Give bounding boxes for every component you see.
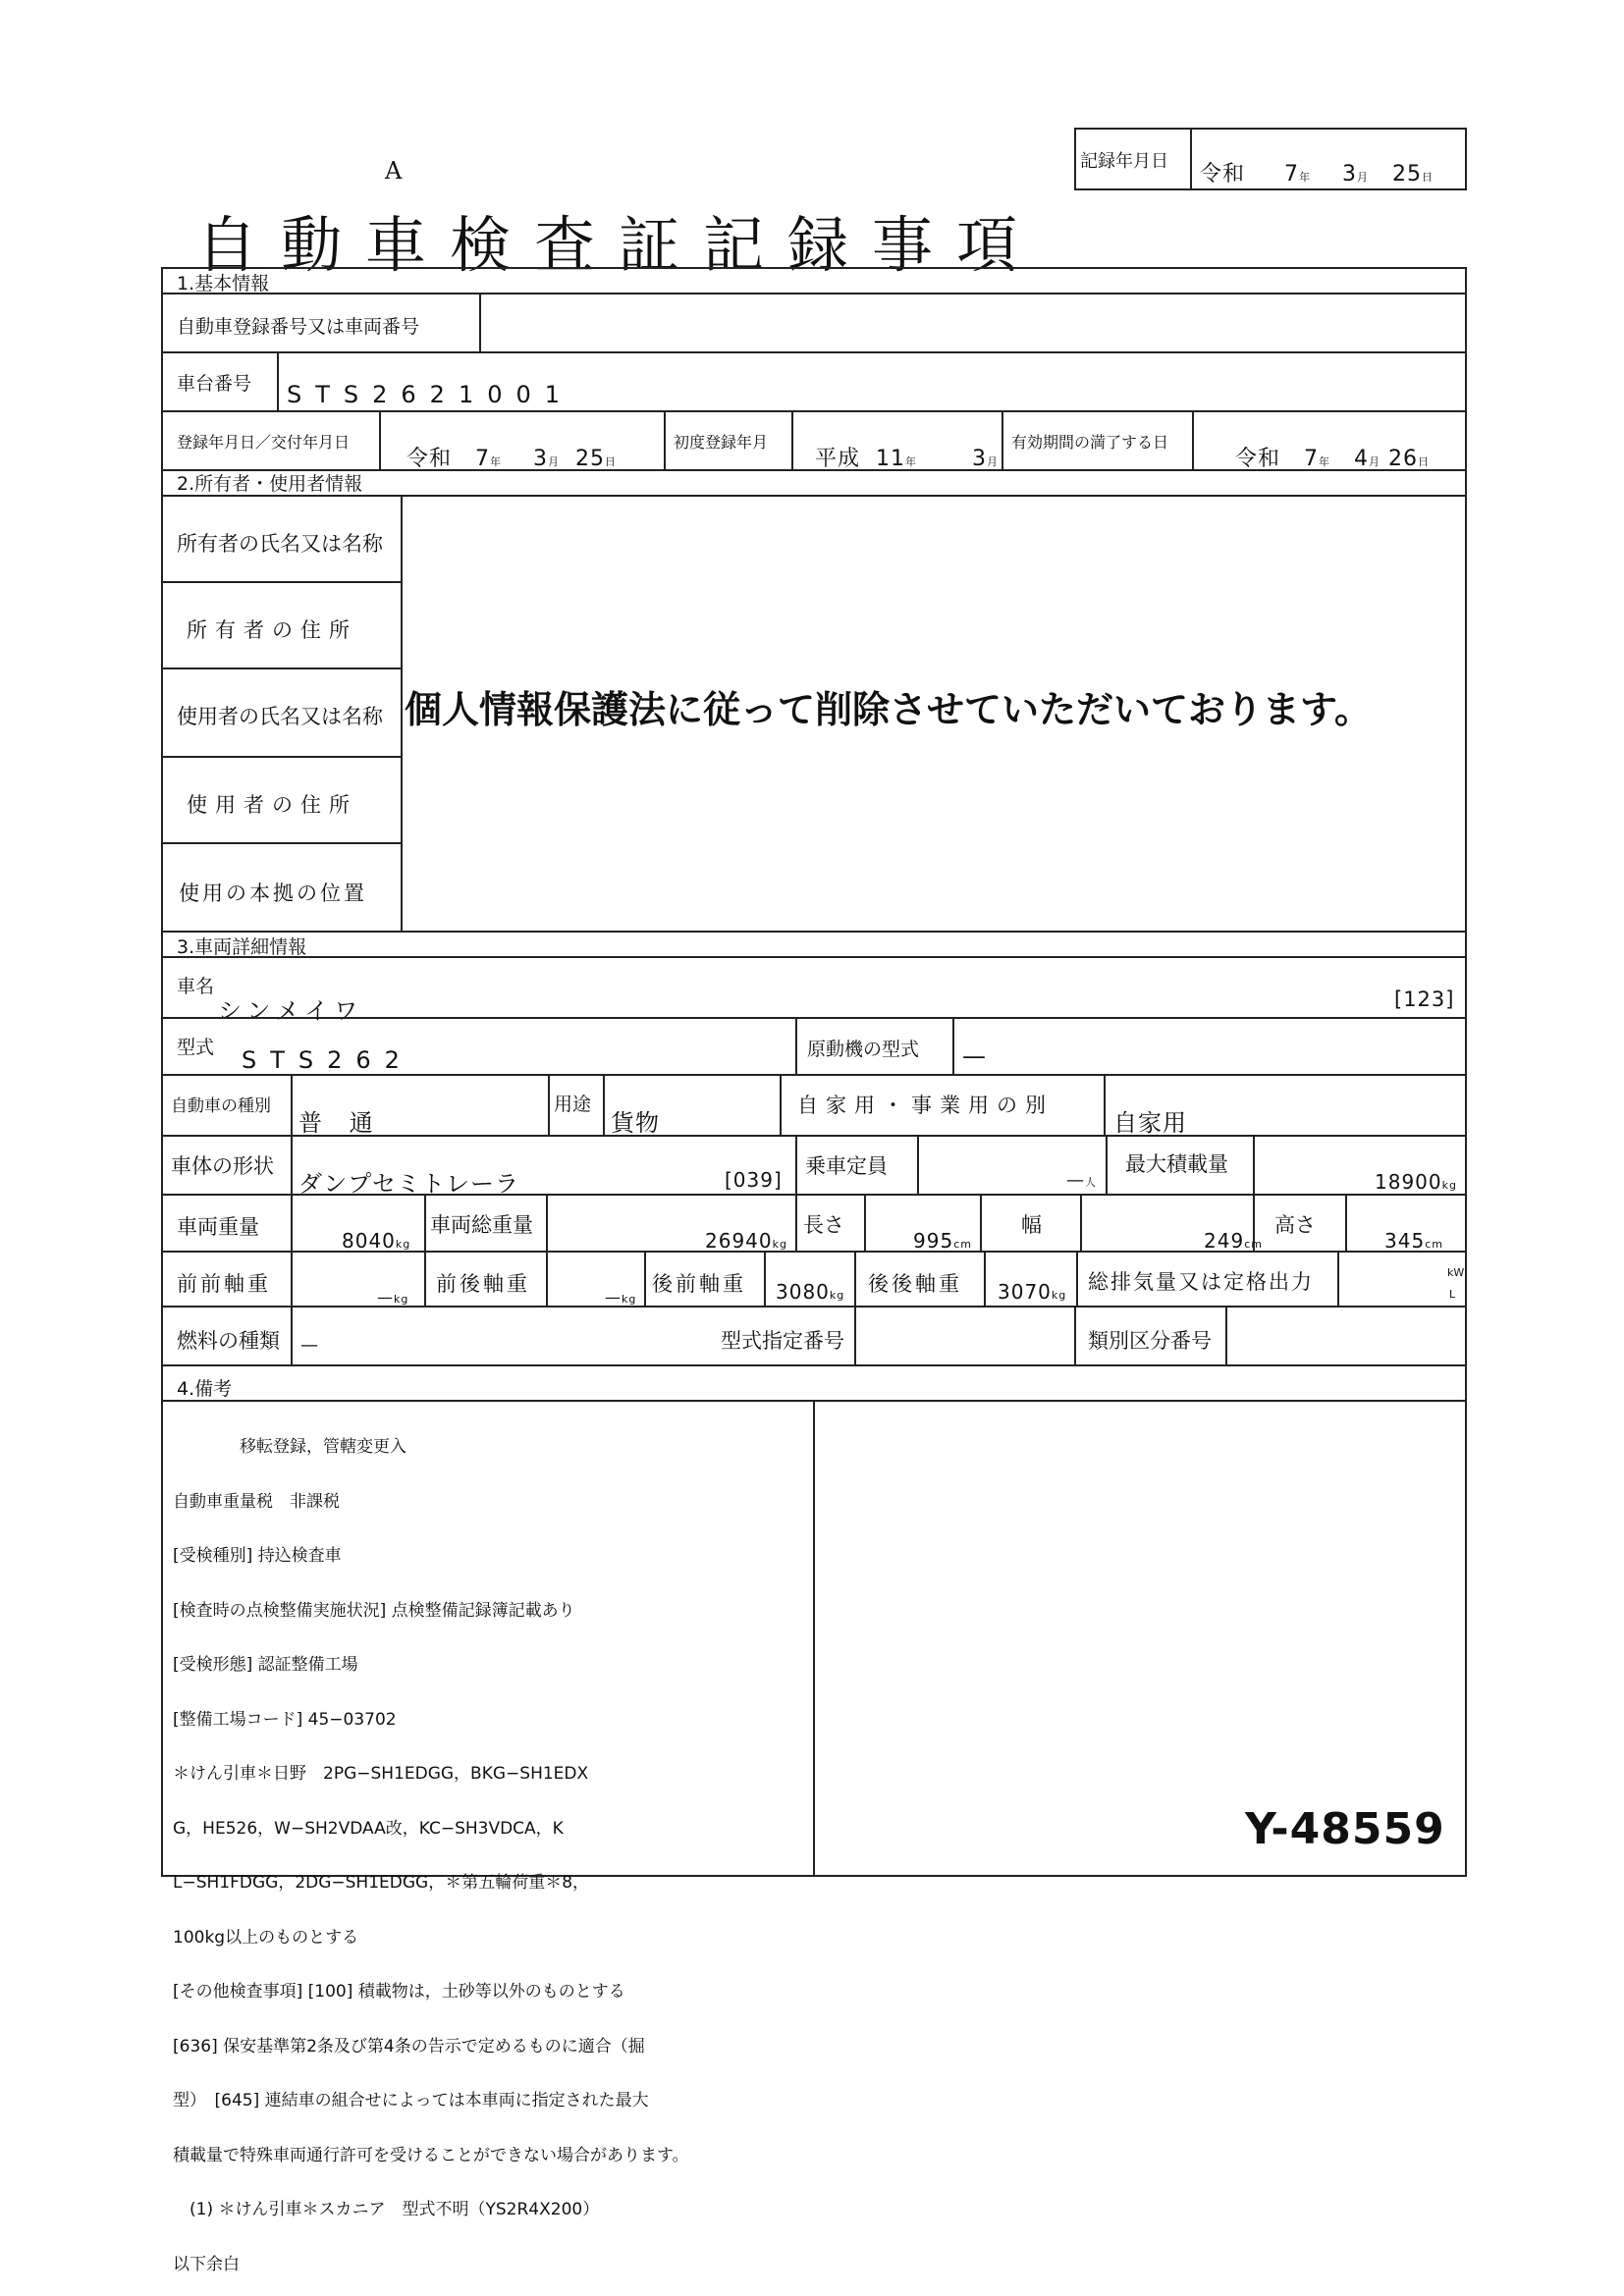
weight-label: 車両重量 [177, 1215, 259, 1239]
model-label: 型式 [177, 1037, 215, 1058]
displacement-unit-kw: kW [1447, 1266, 1465, 1279]
gross-weight-label: 車両総重量 [430, 1213, 533, 1237]
remark-line: [636] 保安基準第2条及び第4条の告示で定めるものに適合（掘 [173, 2036, 645, 2056]
document-id-stamp: Y-48559 [1245, 1804, 1445, 1854]
model-value: STS262 [242, 1046, 413, 1074]
ff-axle-value: —kg [377, 1288, 409, 1307]
rf-axle-value: 3080kg [776, 1280, 845, 1304]
vehicle-name-label: 車名 [177, 976, 215, 997]
rr-axle-label: 後後軸重 [868, 1272, 962, 1296]
remark-line: 型） [645] 連結車の組合せによっては本車両に指定された最大 [173, 2091, 649, 2110]
chassis-label: 車台番号 [177, 373, 252, 395]
body-shape-code: [039] [725, 1168, 783, 1192]
expiry-label: 有効期間の満了する日 [1011, 433, 1169, 452]
remark-line: G，HE526，W−SH2VDAA改，KC−SH3VDCA，K [173, 1818, 564, 1839]
private-business-value: 自家用 [1113, 1109, 1187, 1137]
vehicle-name-value: シンメイワ [218, 997, 364, 1025]
fr-axle-value: —kg [605, 1288, 637, 1307]
first-reg-value: 平成 11年 3月 [815, 447, 999, 471]
fuel-value: — [300, 1335, 319, 1356]
privacy-notice: 個人情報保護法に従って削除させていただいております。 [405, 688, 1372, 731]
max-load-label: 最大積載量 [1125, 1152, 1228, 1176]
rf-axle-label: 後前軸重 [652, 1272, 746, 1296]
displacement-label: 総排気量又は定格出力 [1088, 1270, 1314, 1294]
record-date-label: 記録年月日 [1080, 151, 1168, 172]
width-label: 幅 [1021, 1213, 1042, 1237]
fr-axle-label: 前後軸重 [436, 1272, 530, 1296]
record-date-value: 令和 7年 3月 25日 [1200, 162, 1434, 187]
height-label: 高さ [1274, 1213, 1316, 1237]
max-load-value: 18900kg [1375, 1170, 1457, 1194]
remark-line: 自動車重量税 非課税 [173, 1491, 340, 1512]
owner-address-label: 所有者の住所 [187, 618, 357, 642]
vehicle-name-code: [123] [1394, 988, 1455, 1011]
length-label: 長さ [803, 1213, 844, 1237]
user-name-label: 使用者の氏名又は名称 [177, 705, 383, 728]
remark-line: (1) ＊けん引車＊スカニア 型式不明（YS2R4X200） [173, 2200, 600, 2219]
reg-number-label: 自動車登録番号又は車両番号 [177, 316, 420, 338]
engine-model-value: — [962, 1042, 987, 1070]
remark-line: [受検形態] 認証整備工場 [173, 1655, 358, 1675]
section-basic-title: 1.基本情報 [177, 273, 270, 294]
remark-line: 積載量で特殊車両通行許可を受けることができない場合があります。 [173, 2145, 689, 2165]
body-shape-value: ダンプセミトレーラ [298, 1170, 519, 1198]
use-label: 用途 [554, 1094, 592, 1115]
ff-axle-label: 前前軸重 [177, 1272, 271, 1296]
owner-name-label: 所有者の氏名又は名称 [177, 532, 383, 556]
remark-line: L−SH1FDGG，2DG−SH1EDGG，＊第五輪荷重＊8， [173, 1873, 590, 1893]
type-designation-label: 型式指定番号 [721, 1329, 844, 1353]
remark-line: [その他検査事項] [100] 積載物は，土砂等以外のものとする [173, 1982, 625, 2002]
remark-line: [整備工場コード] 45−03702 [173, 1709, 397, 1730]
remark-line: [受検種別] 持込検査車 [173, 1546, 342, 1566]
first-reg-label: 初度登録年月 [674, 433, 769, 452]
remark-line: ＊けん引車＊日野 2PG−SH1EDGG，BKG−SH1EDX [173, 1764, 589, 1784]
remarks-text [173, 1402, 689, 2292]
remark-line: 移転登録，管轄変更入 [173, 1437, 406, 1457]
engine-model-label: 原動機の型式 [807, 1039, 920, 1060]
base-location-label: 使用の本拠の位置 [179, 881, 367, 905]
section-vehicle-title: 3.車両詳細情報 [177, 936, 307, 958]
section-owner-title: 2.所有者・使用者情報 [177, 473, 363, 495]
fuel-label: 燃料の種類 [177, 1329, 280, 1353]
remark-line: 100kg以上のものとする [173, 1927, 359, 1948]
remark-line: 以下余白 [173, 2254, 240, 2274]
height-value: 345cm [1384, 1229, 1443, 1253]
reg-date-value: 令和 7年 3月 25日 [406, 447, 617, 471]
expiry-value: 令和 7年 4月 26日 [1235, 447, 1430, 471]
kind-value: 普 通 [298, 1109, 383, 1137]
capacity-value: —人 [1066, 1170, 1097, 1191]
kind-label: 自動車の種別 [171, 1096, 271, 1116]
body-shape-label: 車体の形状 [171, 1154, 274, 1178]
document-title: 自動車検査証記録事項 [196, 209, 1042, 281]
form-letter: A [385, 157, 403, 185]
displacement-unit-l: L [1449, 1288, 1456, 1301]
capacity-label: 乗車定員 [805, 1154, 888, 1178]
chassis-value: STS2621001 [287, 381, 574, 408]
section-remarks-title: 4.備考 [177, 1378, 233, 1400]
user-address-label: 使用者の住所 [187, 793, 357, 817]
length-value: 995cm [913, 1229, 972, 1253]
weight-value: 8040kg [342, 1229, 411, 1253]
gross-weight-value: 26940kg [705, 1229, 787, 1253]
category-label: 類別区分番号 [1088, 1329, 1212, 1353]
width-value: 249cm [1204, 1229, 1263, 1253]
use-value: 貨物 [611, 1109, 660, 1137]
reg-date-label: 登録年月日／交付年月日 [177, 433, 351, 452]
rr-axle-value: 3070kg [998, 1280, 1067, 1304]
private-business-label: 自家用・事業用の別 [797, 1094, 1054, 1117]
remark-line: [検査時の点検整備実施状況] 点検整備記録簿記載あり [173, 1600, 575, 1621]
